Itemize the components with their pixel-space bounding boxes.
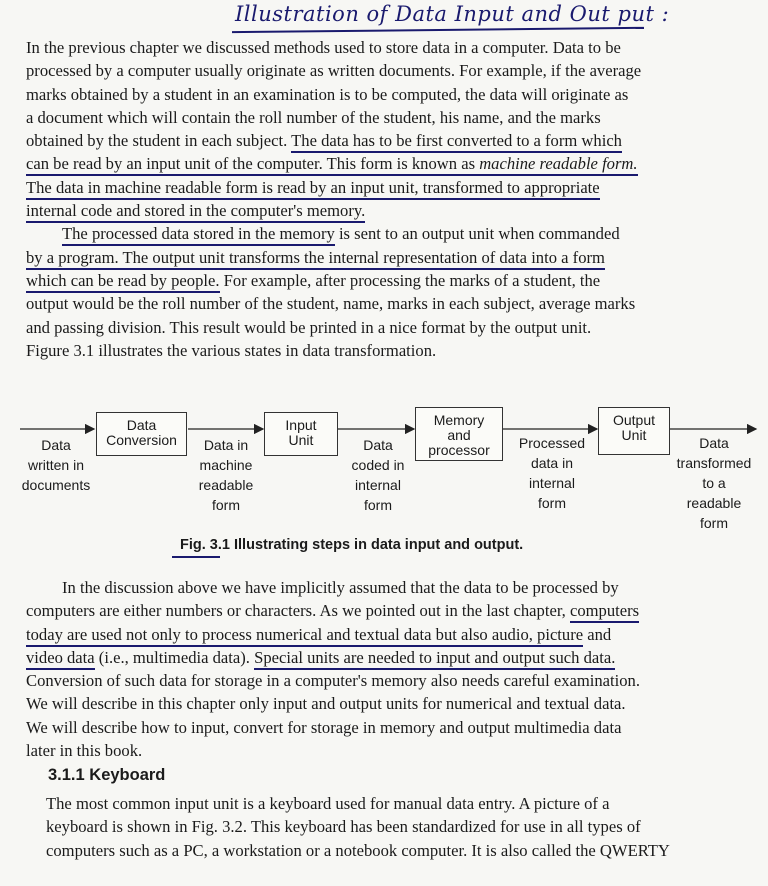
- underlined-text: The processed data stored in the memory: [62, 224, 335, 246]
- text-span: For example, after processing the marks of a student, the: [219, 270, 601, 290]
- memory-processor-box: Memory and processor: [415, 407, 503, 461]
- underlined-text: today are used not only to process numerical and textual data but also audio, picture: [26, 625, 583, 647]
- text-line: [26, 269, 762, 292]
- text-line: [26, 599, 762, 622]
- output-unit-box: Output Unit: [598, 407, 670, 455]
- text-line: a document which will contain the roll number of the student, his name, and the marks: [26, 107, 601, 127]
- input-unit-box: Input Unit: [264, 412, 338, 456]
- underlined-text: video data: [26, 648, 95, 670]
- paragraph-multimedia: [26, 576, 762, 762]
- text-line: later in this book.: [26, 741, 143, 761]
- text-span: computers are either numbers or characters. As we pointed out in the last chapter,: [26, 601, 570, 621]
- underlined-text: internal code and stored in the computer's memory.: [26, 201, 365, 223]
- underlined-text: The data in machine readable form is read by an input unit, transformed to appropriate: [26, 178, 600, 200]
- text-line: In the discussion above we have implicitly assumed that the data to be processed by: [62, 578, 619, 597]
- text-line: [26, 176, 762, 199]
- text-span: and: [583, 624, 612, 644]
- caption-number: Fig. 3.1: [180, 537, 230, 553]
- state-coded: Data coded in internal form: [351, 437, 405, 513]
- text-span: is sent to an output unit when commanded: [334, 224, 620, 244]
- handwritten-title: Illustration of Data Input and Out put :: [235, 2, 670, 26]
- state-machine-readable: Data in machine readable form: [198, 437, 254, 513]
- text-line: computers such as a PC, a workstation or a notebook computer. It is also called the QWERTY: [46, 840, 670, 860]
- title-underline: [232, 27, 644, 33]
- text-line: We will describe how to input, convert for storage in memory and output multimedia data: [26, 717, 622, 737]
- text-line: In the previous chapter we discussed methods used to store data in a computer. Data to be: [26, 38, 621, 57]
- underlined-text: The data has to be first converted to a form which: [291, 131, 622, 153]
- text-line: marks obtained by a student in an examination is to be computed, the data will originate as: [26, 84, 629, 104]
- paragraph-keyboard: [46, 792, 758, 862]
- section-heading: 3.1.1 Keyboard: [48, 766, 166, 784]
- underlined-text: which can be read by people.: [26, 271, 220, 293]
- caption-text: Illustrating steps in data input and output.: [229, 537, 524, 553]
- underlined-text: computers: [570, 601, 639, 623]
- text-line: [26, 222, 762, 245]
- text-span: (i.e., multimedia data).: [94, 647, 255, 667]
- underlined-text: can be read by an input unit of the computer.: [26, 154, 323, 176]
- figure-3-1: [0, 395, 768, 545]
- text-line: [26, 623, 762, 646]
- text-line: keyboard is shown in Fig. 3.2. This keyboard has been standardized for use in all types of: [46, 817, 641, 837]
- state-processed: Processed data in internal form: [518, 435, 586, 511]
- text-line: [26, 246, 762, 269]
- machine-readable-term: machine readable form.: [479, 154, 637, 176]
- underlined-text: This form is known as: [323, 154, 479, 176]
- figure-caption: [180, 537, 523, 553]
- text-line: output would be the roll number of the student, name, marks in each subject, average marks: [26, 294, 636, 314]
- underlined-text: The output unit transforms the internal representation of data into a form: [119, 248, 605, 270]
- text-line: We will describe in this chapter only input and output units for numerical and textual data.: [26, 694, 626, 714]
- text-line: [26, 129, 762, 152]
- text-line: processed by a computer usually originate as written documents. For example, if the average: [26, 61, 642, 81]
- text-line: Figure 3.1 illustrates the various states in data transformation.: [26, 340, 437, 360]
- text-line: and passing division. This result would be printed in a nice format by the output unit.: [26, 317, 592, 337]
- text-line: The most common input unit is a keyboard used for manual data entry. A picture of a: [46, 794, 610, 813]
- state-written: Data written in documents: [21, 437, 91, 493]
- underlined-text: Special units are needed to input and output such data.: [254, 648, 615, 670]
- text-line: [26, 199, 762, 222]
- caption-underline: [172, 556, 220, 558]
- text-line: [26, 646, 762, 669]
- paragraph-intro: [26, 36, 762, 362]
- data-conversion-box: Data Conversion: [96, 412, 187, 456]
- text-line: Conversion of such data for storage in a computer's memory also needs careful examination.: [26, 671, 641, 691]
- text-line: [26, 152, 762, 175]
- state-transformed: Data transformed to a readable form: [676, 435, 752, 531]
- underlined-text: by a program.: [26, 248, 119, 270]
- text-span: obtained by the student in each subject.: [26, 131, 292, 151]
